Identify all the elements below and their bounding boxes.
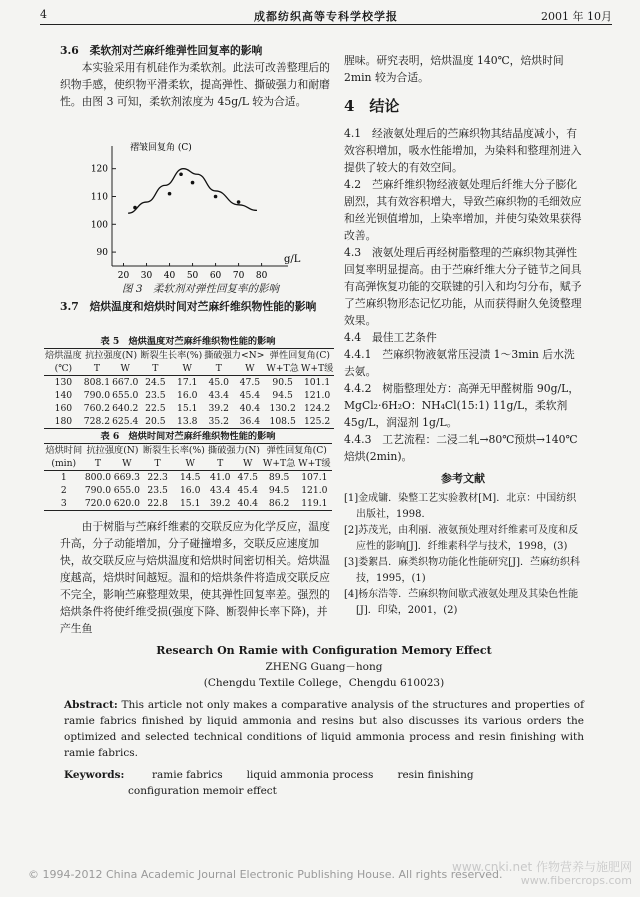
section-3-7-heading bbox=[60, 298, 335, 315]
y-tick-label: 110 bbox=[90, 192, 108, 203]
y-tick-label: 100 bbox=[90, 220, 108, 231]
cell: 2 bbox=[60, 485, 67, 496]
reference-item: [2]苏茂光，由利丽．液氨预处理对纤维素可及度和反应性的影响[J]．纤维素科学与技术，1998，(3) bbox=[344, 525, 579, 552]
table-6-subhead: W bbox=[174, 457, 207, 471]
table-5-head: 抗拉强度(N) bbox=[83, 349, 140, 363]
x-tick-label: 80 bbox=[255, 271, 268, 281]
table-6-head: 断裂生长率(%) bbox=[142, 445, 205, 456]
cell: 790.0 bbox=[84, 485, 112, 496]
cell: 40.4 bbox=[234, 497, 262, 511]
cell: 3 bbox=[44, 497, 84, 511]
keyword: resin finishing bbox=[397, 769, 474, 781]
cell: 43.4 bbox=[208, 390, 229, 401]
x-tick-label: 60 bbox=[209, 271, 222, 281]
watermark-text: www.cnki.net 作物营养与施肥网 bbox=[452, 860, 632, 874]
cell: 47.5 bbox=[239, 377, 261, 388]
cell: 23.5 bbox=[145, 390, 166, 401]
figure-3-chart bbox=[84, 138, 304, 288]
keyword: liquid ammonia process bbox=[246, 769, 374, 781]
cell: 22.3 bbox=[147, 472, 168, 483]
cell: 121.0 bbox=[303, 390, 331, 401]
cell: 23.5 bbox=[147, 485, 168, 496]
cell: 45.4 bbox=[237, 485, 259, 496]
english-author: ZHENG Guang－hong bbox=[265, 661, 383, 673]
y-axis-label: 褶皱回复角 (C) bbox=[130, 143, 192, 153]
english-abstract-block bbox=[64, 643, 584, 799]
section-3-7-body: 由于树脂与苎麻纤维素的交联反应为化学反应，温度升高，分子动能增加，分子碰撞增多，交联反应速度加快，故交联反应与焙烘温度和焙烘时间密切相关。焙烘温度越高，焙烘时间越短。温和的焙烘条件将造成交联反应不完全，影响苎麻整理效果，使其弹性回复率差。强烈的焙烘条件将使纤维受损(强度下降、断裂伸长率下降)，并产生鱼 bbox=[60, 520, 330, 635]
table-6-head: 撕破强力(N) bbox=[208, 445, 260, 456]
cell: 130 bbox=[54, 377, 73, 388]
right-column bbox=[344, 52, 582, 619]
cell: 124.2 bbox=[303, 403, 331, 414]
cell: 39.2 bbox=[208, 403, 229, 414]
section-4-title: 4 结论 bbox=[344, 97, 400, 115]
cell: 669.3 bbox=[113, 472, 141, 483]
table-6-title: 表 6 焙烘时间对苎麻纤维织物性能的影响 bbox=[100, 431, 276, 442]
table-row bbox=[44, 415, 334, 429]
section-3-7-title: 3.7 焙烘温度和焙烘时间对苎麻纤维织物性能的影响 bbox=[60, 300, 317, 313]
issue-date: 2001 年 10月 bbox=[541, 10, 612, 23]
table-6-subhead: (min) bbox=[44, 457, 84, 471]
x-tick-label: 20 bbox=[117, 271, 130, 281]
table-row bbox=[44, 389, 334, 402]
table-5-subhead: W+T缓 bbox=[300, 363, 334, 374]
cell: 640.2 bbox=[112, 403, 139, 414]
cell: 43.4 bbox=[210, 485, 231, 496]
cell: 160 bbox=[54, 403, 73, 414]
table-row bbox=[44, 484, 332, 497]
table-6-subhead: T bbox=[141, 457, 174, 471]
table-6-subhead: W bbox=[112, 457, 141, 471]
x-tick-label: 50 bbox=[186, 271, 199, 281]
cell: 47.5 bbox=[237, 472, 259, 483]
cell: 1 bbox=[60, 472, 67, 483]
cell: 107.1 bbox=[301, 472, 328, 483]
cell: 625.4 bbox=[112, 416, 139, 427]
y-tick-label: 90 bbox=[96, 248, 108, 259]
cell: 121.0 bbox=[301, 485, 328, 496]
conclusion-4-1: 4.1 经液氨处理后的苎麻织物其结晶度减小，有效容积增加，吸水性能增加，为染料和整理剂进入提供了较大的有效空间。 bbox=[344, 127, 582, 174]
cell: 808.1 bbox=[83, 377, 111, 388]
keywords-row-2 bbox=[64, 783, 584, 799]
table-5 bbox=[44, 333, 332, 429]
cell: 101.1 bbox=[303, 377, 331, 388]
cell: 90.5 bbox=[272, 377, 293, 388]
cell: 108.5 bbox=[265, 415, 299, 429]
data-point bbox=[237, 200, 241, 204]
table-5-title: 表 5 焙烘温度对苎麻纤维织物性能的影响 bbox=[100, 336, 276, 347]
cell: 760.2 bbox=[83, 403, 111, 414]
table-5-subhead: W+T急 bbox=[266, 363, 299, 374]
cell: 16.0 bbox=[177, 390, 198, 401]
cell: 94.5 bbox=[268, 485, 290, 496]
cell: 140 bbox=[54, 390, 73, 401]
cell: 800.0 bbox=[84, 472, 112, 483]
table-5-head: 断裂生长率(%) bbox=[140, 350, 203, 361]
watermark-text: www.fibercrops.com bbox=[520, 874, 632, 887]
reference-item: [4]杨东浩等．苎麻织物间歇式液氨处理及其染色性能[J]．印染，2001，(2) bbox=[344, 589, 579, 616]
running-header bbox=[40, 6, 612, 25]
cell: 728.2 bbox=[83, 416, 111, 427]
table-5-head: 撕破强力<N> bbox=[204, 350, 265, 361]
references-title: 参考文献 bbox=[441, 472, 485, 485]
x-tick-label: 70 bbox=[232, 271, 245, 281]
table-6 bbox=[44, 428, 332, 511]
table-6-subhead: W+T缓 bbox=[298, 458, 331, 469]
conclusion-4-4-1: 4.4.1 苎麻织物液氨常压浸渍 1～3min 后水洗去氨。 bbox=[344, 348, 575, 378]
cell: 45.0 bbox=[208, 377, 229, 388]
table-row bbox=[44, 376, 334, 390]
english-affiliation: (Chengdu Textile College，Chengdu 610023) bbox=[203, 677, 445, 689]
table-row bbox=[44, 497, 332, 511]
data-point bbox=[168, 192, 172, 196]
conclusion-4-2: 4.2 苎麻纤维织物经液氨处理后纤维大分子膨化剧烈，其有效容积增大，导致苎麻织物的毛细效应和丝光钡值增加，上染率增加，并使匀染效果获得改善。 bbox=[344, 178, 582, 242]
table-5-head: 弹性回复角(C) bbox=[265, 349, 334, 363]
cell: 35.2 bbox=[203, 415, 234, 429]
cell: 655.0 bbox=[113, 485, 141, 496]
table-row bbox=[44, 402, 334, 415]
data-point bbox=[214, 195, 218, 199]
x-tick-label: 40 bbox=[163, 271, 176, 281]
reference-item: [1]金成镛．染整工艺实验教材[M]．北京：中国纺织出版社，1998． bbox=[344, 493, 577, 520]
cell: 130.2 bbox=[269, 403, 296, 414]
cell: 15.1 bbox=[177, 403, 198, 414]
abstract-text: This article not only makes a comparative analysis of the structures and properties of ramie fabrics finished by liquid ammonia and resins but also discusses its various orders the optimized and selected technical conditions of liquid ammonia process and resin finishing with ramie fabrics. bbox=[64, 699, 584, 759]
cell: 667.0 bbox=[112, 377, 139, 388]
cell: 40.4 bbox=[239, 403, 261, 414]
left-column-top bbox=[60, 42, 330, 110]
table-5-subhead: (℃) bbox=[44, 362, 83, 376]
abstract-label: Abstract: bbox=[64, 699, 118, 711]
conclusion-4-3: 4.3 液氨处理后再经树脂整理的苎麻织物其弹性回复率明显提高。由于苎麻纤维大分子链节之间具有高弹恢复功能的交联键的引入和均匀分布，赋予了苎麻织物形态记忆功能，从而获得耐久免烫整理效果。 bbox=[344, 246, 582, 327]
table-5-subhead: T bbox=[83, 362, 111, 376]
figure-3-caption: 图 3 柔软剂对弹性回复率的影响 bbox=[122, 283, 280, 295]
cell: 14.5 bbox=[179, 472, 201, 483]
cell: 180 bbox=[44, 415, 83, 429]
table-5-subhead: W bbox=[111, 362, 139, 376]
cell: 22.8 bbox=[141, 497, 174, 511]
left-column-bottom bbox=[60, 518, 336, 637]
table-5-subhead: T bbox=[139, 362, 171, 376]
cell: 720.0 bbox=[84, 498, 112, 509]
table-6-subhead: T bbox=[206, 457, 234, 471]
cell: 655.0 bbox=[112, 390, 139, 401]
x-axis-label: g/L bbox=[284, 254, 301, 265]
conclusion-4-4: 4.4 最佳工艺条件 bbox=[344, 331, 437, 344]
copyright-footer: © 1994-2012 China Academic Journal Electronic Publishing House. All rights reserved. bbox=[28, 868, 503, 881]
cell: 89.5 bbox=[268, 472, 290, 483]
y-tick-label: 120 bbox=[90, 164, 108, 175]
data-point bbox=[179, 172, 183, 176]
cell: 125.2 bbox=[300, 415, 334, 429]
section-3-6-body: 本实验采用有机硅作为柔软剂。此法可改善整理后的织物手感，使织物平滑柔软，提高弹性、撕破强力和耐磨性。由图 3 可知，柔软剂浓度为 45g/L 较为合适。 bbox=[60, 61, 330, 108]
table-6-subhead: T bbox=[84, 457, 113, 471]
data-point bbox=[191, 181, 195, 185]
table-6-subhead: W+T急 bbox=[262, 458, 296, 469]
keyword: configuration memoir effect bbox=[128, 785, 277, 797]
reference-item: [3]娄絮昌．麻类织物功能化性能研究[J]．苎麻纺织科技，1995，(1) bbox=[344, 557, 580, 584]
page-number: 4 bbox=[40, 8, 47, 21]
cell: 17.1 bbox=[177, 377, 198, 388]
cell: 620.0 bbox=[113, 498, 141, 509]
table-6-subhead: W bbox=[234, 457, 262, 471]
table-6-head: 焙烘时间 bbox=[45, 445, 83, 456]
table-5-head: 焙烘温度 bbox=[45, 350, 82, 361]
table-6-head: 抗拉强度(N) bbox=[84, 444, 142, 458]
cell: 119.1 bbox=[297, 497, 332, 511]
table-5-subhead: W bbox=[234, 362, 265, 376]
cell: 36.4 bbox=[234, 415, 265, 429]
data-point bbox=[133, 206, 137, 210]
conclusion-4-4-2: 4.4.2 树脂整理处方：高弹无甲醛树脂 90g/L，MgCl₂·6H₂O：NH₄Cl(15:1) 11g/L，柔软剂 45g/L，润湿剂 1g/L。 bbox=[344, 382, 580, 429]
table-5-subhead: W bbox=[171, 362, 203, 376]
section-3-6-title: 3.6 柔软剂对苎麻纤维弹性回复率的影响 bbox=[60, 44, 263, 57]
english-title: Research On Ramie with Configuration Memory Effect bbox=[156, 644, 492, 657]
figure-3-svg bbox=[84, 138, 304, 288]
journal-name: 成都纺织高等专科学校学报 bbox=[254, 10, 398, 23]
keywords-row bbox=[64, 767, 584, 783]
table-5-subhead: T bbox=[203, 362, 234, 376]
cell: 24.5 bbox=[145, 377, 166, 388]
cell: 13.8 bbox=[171, 415, 203, 429]
conclusion-4-4-3: 4.4.3 工艺流程：二浸二轧→80℃预烘→140℃焙烘(2min)。 bbox=[344, 433, 578, 463]
keyword: ramie fabrics bbox=[152, 769, 223, 781]
cell: 15.1 bbox=[174, 497, 207, 511]
keywords-label: Keywords: bbox=[64, 769, 125, 781]
table-row bbox=[44, 471, 332, 485]
cell: 41.0 bbox=[210, 472, 231, 483]
x-tick-label: 30 bbox=[140, 271, 153, 281]
references bbox=[344, 471, 582, 619]
table-6-head: 弹性回复角(C) bbox=[262, 444, 332, 458]
cell: 16.0 bbox=[179, 485, 201, 496]
cell: 22.5 bbox=[145, 403, 166, 414]
english-abstract bbox=[64, 697, 584, 761]
fitted-curve bbox=[128, 169, 257, 213]
continued-text: 腥味。研究表明，焙烘温度 140℃，焙烘时间 2min 较为合适。 bbox=[344, 54, 564, 84]
cell: 45.4 bbox=[239, 390, 261, 401]
cell: 86.2 bbox=[262, 497, 297, 511]
cell: 790.0 bbox=[83, 390, 111, 401]
cell: 94.5 bbox=[272, 390, 293, 401]
cell: 20.5 bbox=[139, 415, 171, 429]
cell: 39.2 bbox=[206, 497, 234, 511]
